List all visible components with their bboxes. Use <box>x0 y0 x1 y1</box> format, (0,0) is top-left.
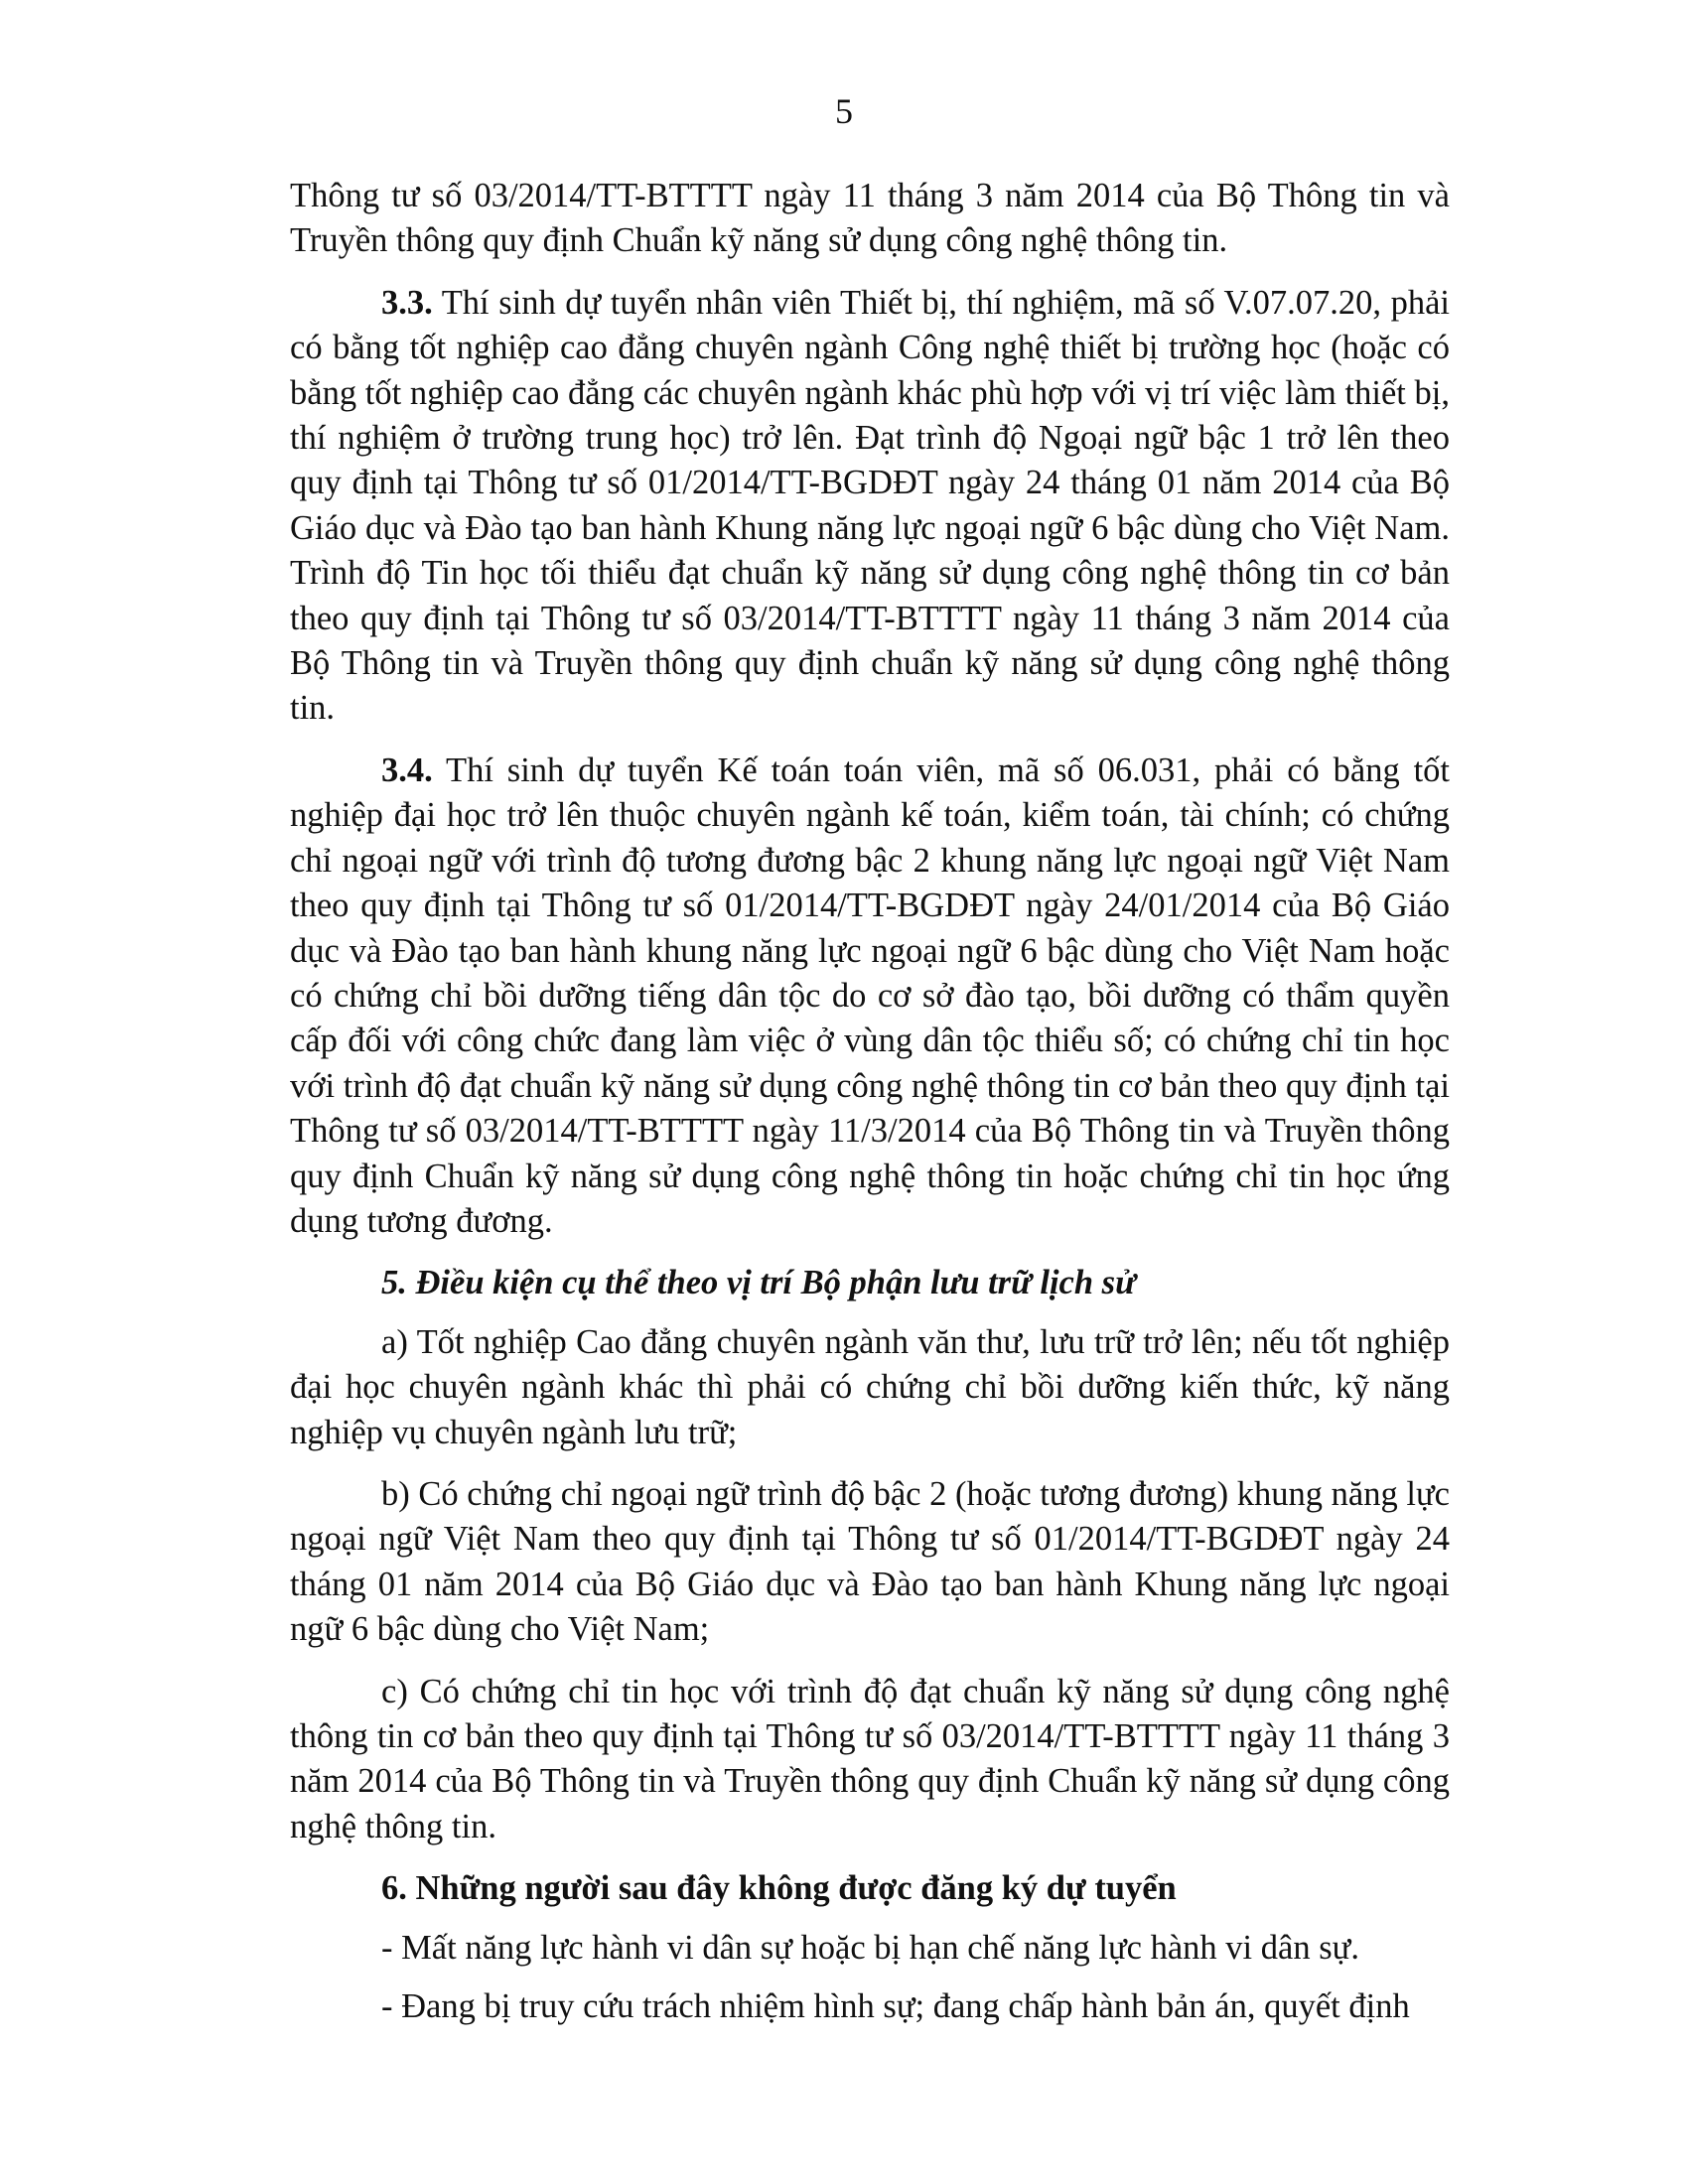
paragraph-3-4 <box>290 749 1450 1244</box>
section-number-3-3: 3.3. <box>381 283 433 322</box>
paragraph-3-4-text: Thí sinh dự tuyển Kế toán toán viên, mã số 06.031, phải có bằng tốt nghiệp đại học trở lên thuộc chuyên ngành kế toán, kiểm toán, tài chính; có chứng chỉ ngoại ngữ với trình độ tương đương bậc 2 khung năng lực ngoại ngữ Việt Nam theo quy định tại Thông tư số 01/2014/TT-BGDĐT ngày 24/01/2014 của Bộ Giáo dục và Đào tạo ban hành khung năng lực ngoại ngữ 6 bậc dùng cho Việt Nam hoặc có chứng chỉ bồi dưỡng tiếng dân tộc do cơ sở đào tạo, bồi dưỡng có thẩm quyền cấp đối với công chức đang làm việc ở vùng dân tộc thiểu số; có chứng chỉ tin học với trình độ đạt chuẩn kỹ năng sử dụng công nghệ thông tin cơ bản theo quy định tại Thông tư số 03/2014/TT-BTTTT ngày 11/3/2014 của Bộ Thông tin và Truyền thông quy định Chuẩn kỹ năng sử dụng công nghệ thông tin hoặc chứng chỉ tin học ứng dụng tương đương. <box>290 751 1450 1240</box>
document-body <box>290 174 1450 2029</box>
section-heading-6: 6. Những người sau đây không được đăng ký dự tuyển <box>381 1869 1177 1908</box>
paragraph-5c: c) Có chứng chỉ tin học với trình độ đạt chuẩn kỹ năng sử dụng công nghệ thông tin cơ bản theo quy định tại Thông tư số 03/2014/TT-BTTTT ngày 11 tháng 3 năm 2014 của Bộ Thông tin và Truyền thông quy định Chuẩn kỹ năng sử dụng công nghệ thông tin. <box>290 1672 1450 1845</box>
list-item-6a: - Mất năng lực hành vi dân sự hoặc bị hạn chế năng lực hành vi dân sự. <box>381 1928 1359 1967</box>
section-heading-5: 5. Điều kiện cụ thể theo vị trí Bộ phận lưu trữ lịch sử <box>381 1264 1136 1302</box>
list-item-6b: - Đang bị truy cứu trách nhiệm hình sự; đang chấp hành bản án, quyết định <box>381 1987 1410 2026</box>
paragraph-intro: Thông tư số 03/2014/TT-BTTTT ngày 11 tháng 3 năm 2014 của Bộ Thông tin và Truyền thông quy định Chuẩn kỹ năng sử dụng công nghệ thông tin. <box>290 177 1450 260</box>
paragraph-3-3-text: Thí sinh dự tuyển nhân viên Thiết bị, thí nghiệm, mã số V.07.07.20, phải có bằng tốt nghiệp cao đẳng chuyên ngành Công nghệ thiết bị trường học (hoặc có bằng tốt nghiệp cao đẳng các chuyên ngành khác phù hợp với vị trí việc làm thiết bị, thí nghiệm ở trường trung học) trở lên. Đạt trình độ Ngoại ngữ bậc 1 trở lên theo quy định tại Thông tư số 01/2014/TT-BGDĐT ngày 24 tháng 01 năm 2014 của Bộ Giáo dục và Đào tạo ban hành Khung năng lực ngoại ngữ 6 bậc dùng cho Việt Nam. Trình độ Tin học tối thiểu đạt chuẩn kỹ năng sử dụng công nghệ thông tin cơ bản theo quy định tại Thông tư số 03/2014/TT-BTTTT ngày 11 tháng 3 năm 2014 của Bộ Thông tin và Truyền thông quy định chuẩn kỹ năng sử dụng công nghệ thông tin. <box>290 283 1450 728</box>
paragraph-5b: b) Có chứng chỉ ngoại ngữ trình độ bậc 2 (hoặc tương đương) khung năng lực ngoại ngữ Việt Nam theo quy định tại Thông tư số 01/2014/TT-BGDĐT ngày 24 tháng 01 năm 2014 của Bộ Giáo dục và Đào tạo ban hành Khung năng lực ngoại ngữ 6 bậc dùng cho Việt Nam; <box>290 1474 1450 1649</box>
paragraph-5a: a) Tốt nghiệp Cao đẳng chuyên ngành văn thư, lưu trữ trở lên; nếu tốt nghiệp đại học chuyên ngành khác thì phải có chứng chỉ bồi dưỡng kiến thức, kỹ năng nghiệp vụ chuyên ngành lưu trữ; <box>290 1322 1450 1451</box>
page-number: 5 <box>835 91 853 131</box>
paragraph-3-3 <box>290 281 1450 732</box>
section-number-3-4: 3.4. <box>381 751 433 789</box>
